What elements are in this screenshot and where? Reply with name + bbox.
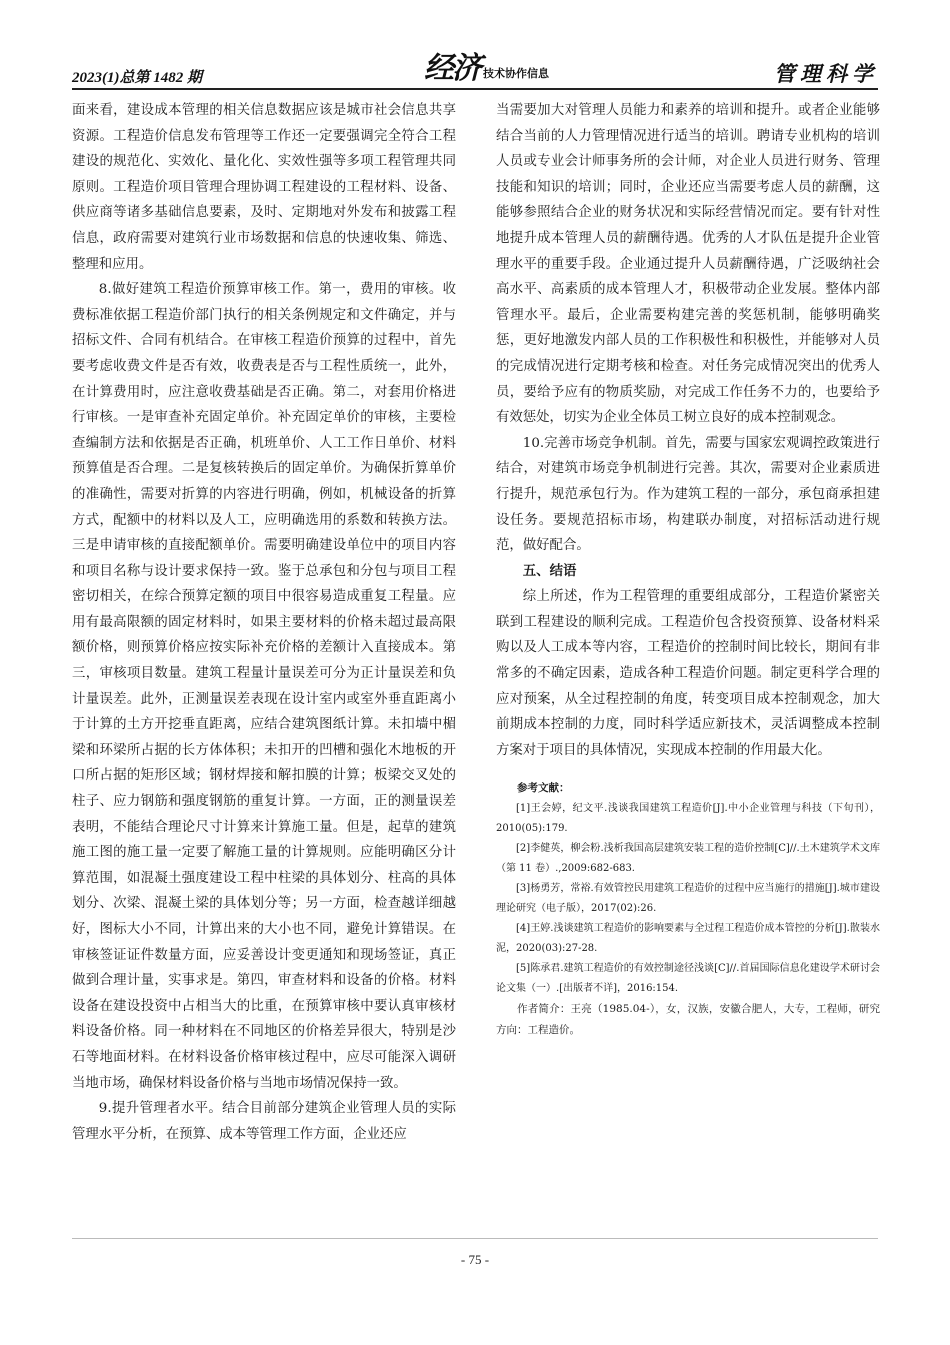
journal-logo-subtitle: 技术协作信息 [483,67,549,80]
page-header [72,51,878,88]
footer-rule [72,1238,878,1239]
reference-item: [5]陈承君.建筑工程造价的有效控制途径浅谈[C]//.首届国际信息化建设学术研讨会论文集（一）.[出版者不详]，2016:154. [496,963,880,995]
conclusion-paragraph: 综上所述，作为工程管理的重要组成部分，工程造价紧密关联到工程建设的顺利完成。工程造价包含投资预算、设备材料采购以及人工成本等内容，工程造价的控制时间比较长，期间有非常多的不确定因素，造成各种工程造价问题。制定更科学合理的应对预案，从全过程控制的角度，转变项目成本控制观念，加大前期成本控制的力度，同时科学适应新技术，灵活调整成本控制方案对于项目的具体情况，实现成本控制的作用最大化。 [496,589,880,758]
body-paragraph: 10.完善市场竞争机制。首先，需要与国家宏观调控政策进行结合，对建筑市场竞争机制进行完善。其次，需要对企业素质进行提升，规范承包行为。作为建筑工程的一部分，承包商承担建设任务。要规范招标市场，构建联办制度，对招标活动进行规范，做好配合。 [496,435,880,554]
section-heading: 五、结语 [522,563,577,579]
issue-number: 2023(1)总第 1482 期 [72,70,202,86]
left-column [72,98,456,1147]
reference-item: [2]李健英，柳会粉.浅析我国高层建筑安装工程的造价控制[C]//.土木建筑学术文库（第 11 卷）.,2009:682-683. [496,843,880,875]
reference-item: [4]王婷.浅谈建筑工程造价的影响要素与全过程工程造价成本管控的分析[J].散装水泥，2020(03):27-28. [496,923,880,955]
journal-logo-mark: 经济 [424,51,480,86]
section-title: 管理科学 [774,61,878,86]
body-paragraph: 9.提升管理者水平。结合目前部分建筑企业管理人员的实际管理水平分析，在预算、成本等管理工作方面，企业还应 [72,1101,456,1142]
references-title: 参考文献： [517,782,570,795]
author-bio: 作者简介：王亮（1985.04-），女，汉族，安徽合肥人，大专，工程师，研究方向：工程造价。 [496,1003,880,1037]
right-column [496,98,880,1041]
journal-logo [424,52,549,86]
header-rule [72,88,878,90]
body-paragraph: 当需要加大对管理人员能力和素养的培训和提升。或者企业能够结合当前的人力管理情况进行适当的培训。聘请专业机构的培训人员或专业会计师事务所的会计师，对企业人员进行财务、管理技能和知识的培训；同时，企业还应当需要考虑人员的薪酬，这能够参照结合企业的财务状况和实际经营情况而定。要有针对性地提升成本管理人员的薪酬待遇。优秀的人才队伍是提升企业管理水平的重要手段。企业通过提升人员薪酬待遇，广泛吸纳社会高水平、高素质的成本管理人才，积极带动企业发展。整体内部管理水平。最后，企业需要构建完善的奖惩机制，能够明确奖惩，更好地激发内部人员的工作积极性和积极性，并能够对人员的完成情况进行定期考核和检查。对任务完成情况突出的优秀人员，要给予应有的物质奖励，对完成工作任务不力的，也要给予有效惩处，切实为企业全体员工树立良好的成本控制观念。 [496,103,880,426]
references [496,777,880,999]
page-number: - 75 - [460,1252,490,1267]
body-paragraph: 8.做好建筑工程造价预算审核工作。第一，费用的审核。收费标准依据工程造价部门执行的相关条例规定和文件确定，并与招标文件、合同有机结合。在审核工程造价预算的过程中，首先要考虑收费文件是否有效，收费表是否与工程性质统一，此外，在计算费用时，应注意收费基础是否正确。第二，对套用价格进行审核。一是审查补充固定单价。补充固定单价的审核，主要检查编制方法和依据是否正确，机班单价、人工工作日单价、材料预算值是否合理。二是复核转换后的固定单价。为确保折算单价的准确性，需要对折算的内容进行明确，例如，机械设备的折算方式，配额中的材料以及人工，应明确选用的系数和转换方法。三是申请审核的直接配额单价。需要明确建设单位中的项目内容和项目名称与设计要求保持一致。鉴于总承包和分包与项目工程密切相关，在综合预算定额的项目中很容易造成重复工程量。应用有最高限额的固定材料时，如果主要材料的价格未超过最高限额价格，则预算价格应按实际补充价格的差额计入直接成本。第三，审核项目数量。建筑工程量计量误差可分为正计量误差和负计量误差。此外，正测量误差表现在设计室内或室外垂直距离小于计算的土方开挖垂直距离，应结合建筑图纸计算。未扣墙中楣梁和环梁所占据的长方体体积；未扣开的凹槽和强化木地板的开口所占据的矩形区域；钢材焊接和解扣膜的计算；板梁交叉处的柱子、应力钢筋和强度钢筋的重复计算。一方面，正的测量误差表明，不能结合理论尺寸计算来计算施工量。但是，起草的建筑施工图的施工量一定要了解施工量的计算规则。应能明确区分计算范围，如混凝土强度建设工程中柱梁的具体划分、柱高的具体划分、次梁、混凝土梁的具体划分等；另一方面，检查越详细越好，图标大小不同，计算出来的大小也不同，避免计算错误。在审核签证证件数量方面，应妥善设计变更通知和现场签证，真正做到合理计量，实事求是。第四，审查材料和设备的价格。材料设备在建设投资中占相当大的比重，在预算审核中要认真审核材料设备价格。同一种材料在不同地区的价格差异很大，特别是沙石等地面材料。在材料设备价格审核过程中，应尽可能深入调研当地市场，确保材料设备价格与当地市场情况保持一致。 [72,282,456,1091]
reference-item: [3]杨勇芳，常裕.有效管控民用建筑工程造价的过程中应当施行的措施[J].城市建设理论研究（电子版），2017(02):26. [496,883,880,915]
reference-item: [1]王会婷，纪文平.浅谈我国建筑工程造价[J].中小企业管理与科技（下旬刊），2010(05):179. [496,803,880,835]
body-paragraph: 面来看，建设成本管理的相关信息数据应该是城市社会信息共享资源。工程造价信息发布管理等工作还一定要强调完全符合工程建设的规范化、实效化、量化化、实效性强等多项工程管理共同原则。工程造价项目管理合理协调工程建设的工程材料、设备、供应商等诸多基础信息要素，及时、定期地对外发布和披露工程信息，政府需要对建筑行业市场数据和信息的快速收集、筛选、整理和应用。 [72,103,456,272]
